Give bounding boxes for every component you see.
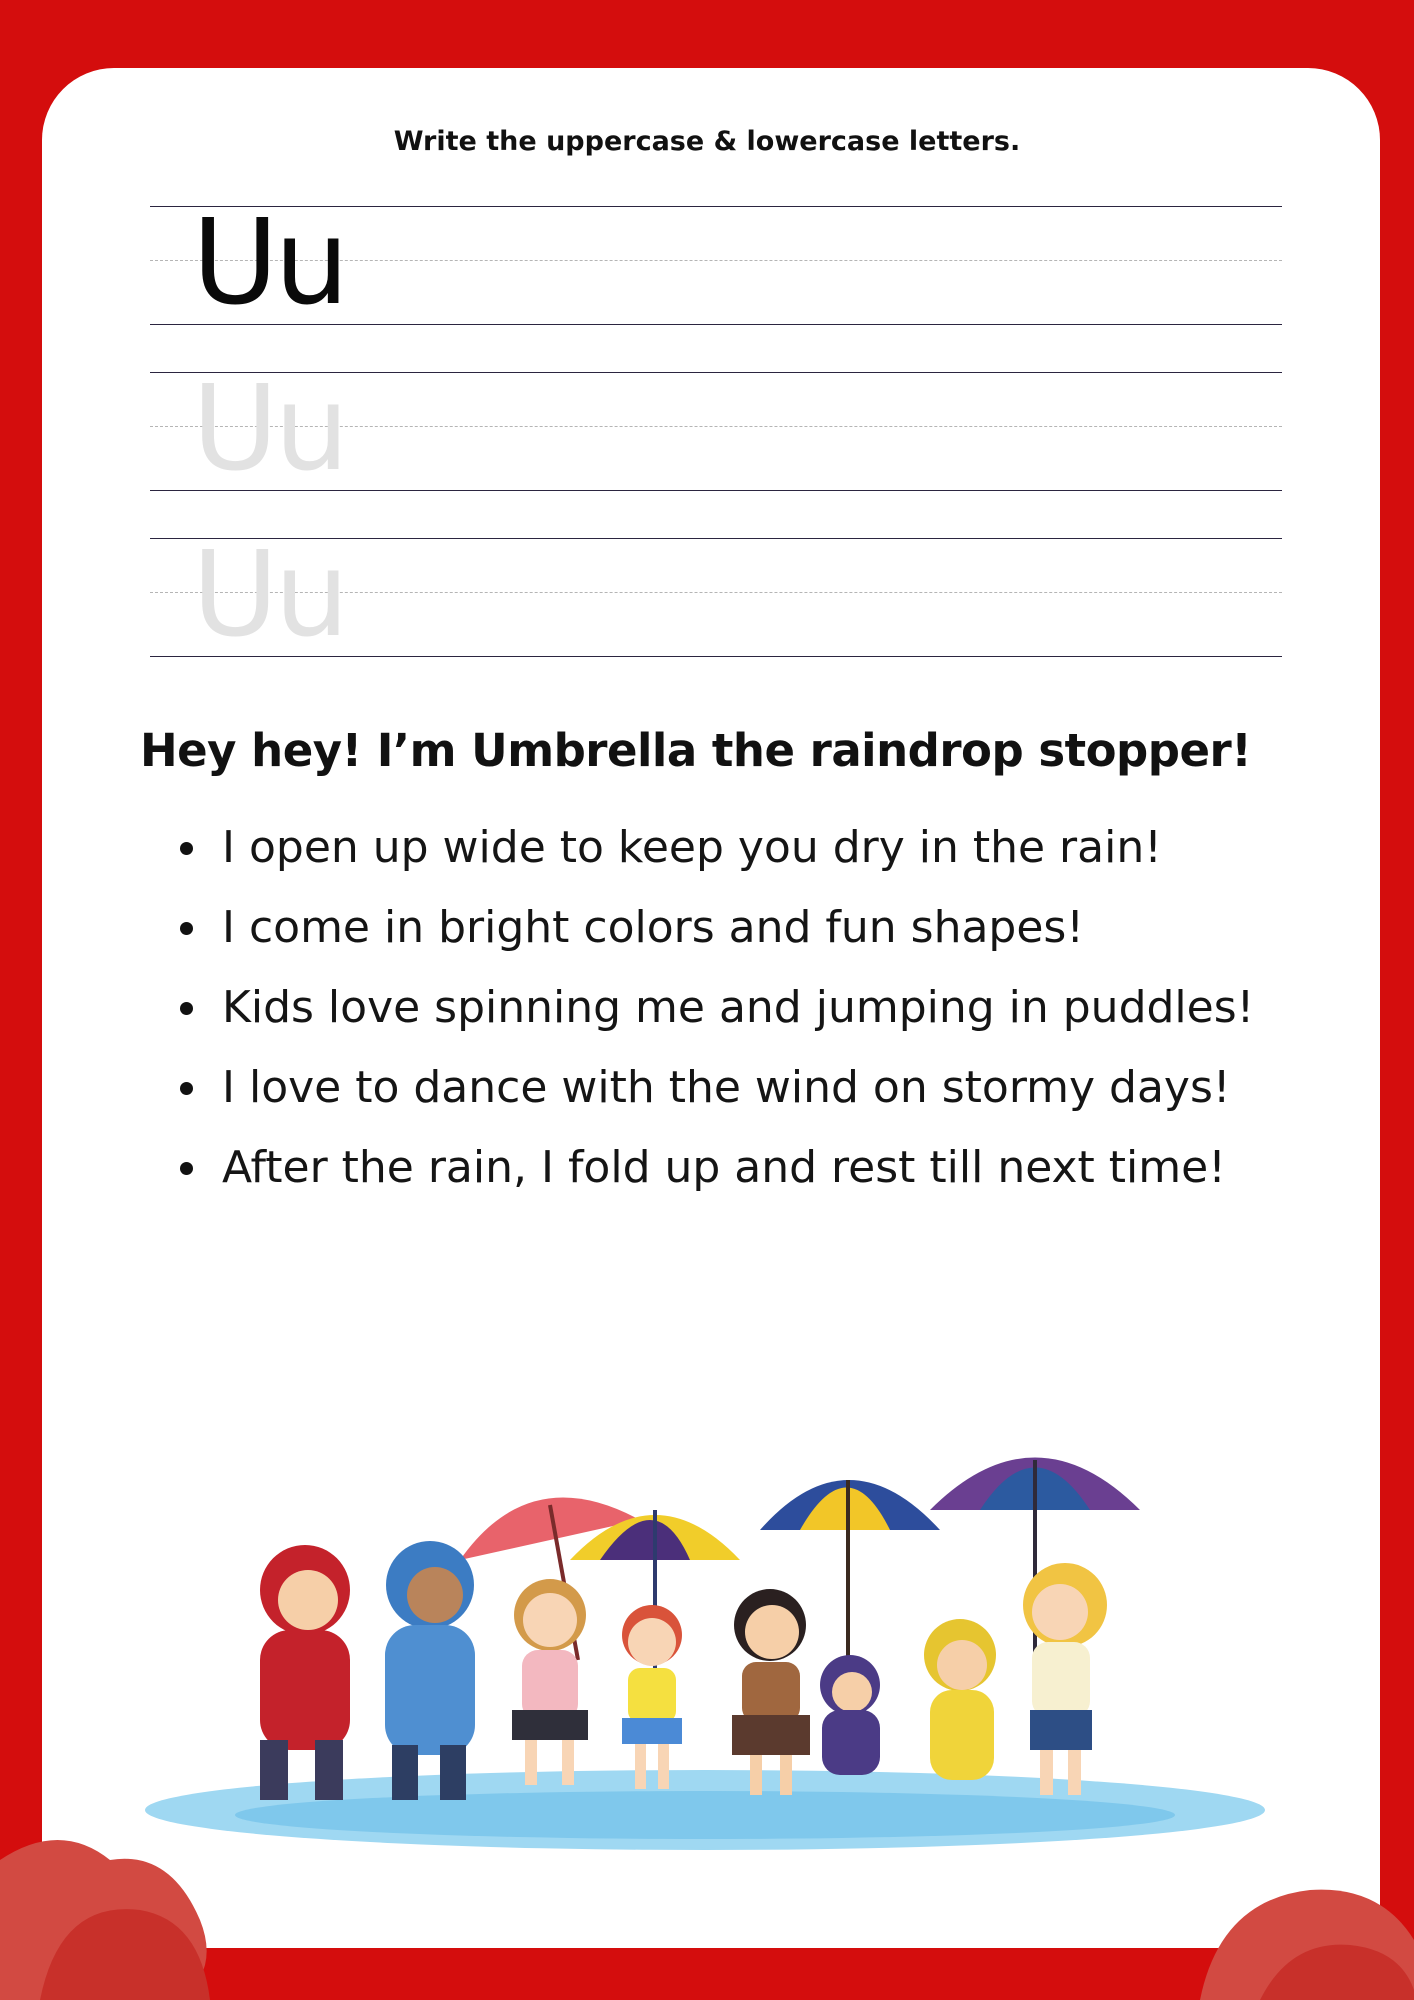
child-red-raincoat bbox=[260, 1545, 350, 1800]
child-pink-top bbox=[512, 1579, 588, 1785]
child-purple-raincoat bbox=[820, 1655, 880, 1775]
model-letters: Uu bbox=[192, 193, 346, 331]
child-brown-dress bbox=[732, 1589, 810, 1795]
fact-item: Kids love spinning me and jumping in puddles! bbox=[180, 968, 1310, 1048]
decorative-blob-left bbox=[0, 1820, 220, 2000]
fact-item: I open up wide to keep you dry in the rain! bbox=[180, 808, 1310, 888]
child-yellow-raincoat bbox=[924, 1619, 996, 1780]
fact-item: After the rain, I fold up and rest till next time! bbox=[180, 1128, 1310, 1208]
practice-row-trace-1[interactable] bbox=[150, 359, 1282, 497]
trace-letters: Uu bbox=[192, 359, 346, 497]
child-blonde-girl bbox=[1023, 1563, 1107, 1795]
umbrella-heading: Hey hey! I’m Umbrella the raindrop stopper! bbox=[140, 724, 1252, 777]
facts-list bbox=[180, 808, 1310, 1208]
decorative-blob-right bbox=[1200, 1830, 1414, 2000]
fact-item: I come in bright colors and fun shapes! bbox=[180, 888, 1310, 968]
instruction-text: Write the uppercase & lowercase letters. bbox=[393, 126, 1021, 157]
child-yellow-shirt bbox=[622, 1605, 682, 1789]
practice-row-trace-2[interactable] bbox=[150, 525, 1282, 663]
practice-row-model bbox=[150, 193, 1282, 331]
trace-letters: Uu bbox=[192, 525, 346, 663]
child-blue-raincoat bbox=[385, 1541, 475, 1800]
kids-umbrellas-illustration bbox=[130, 1410, 1280, 1870]
fact-item: I love to dance with the wind on stormy days! bbox=[180, 1048, 1310, 1128]
